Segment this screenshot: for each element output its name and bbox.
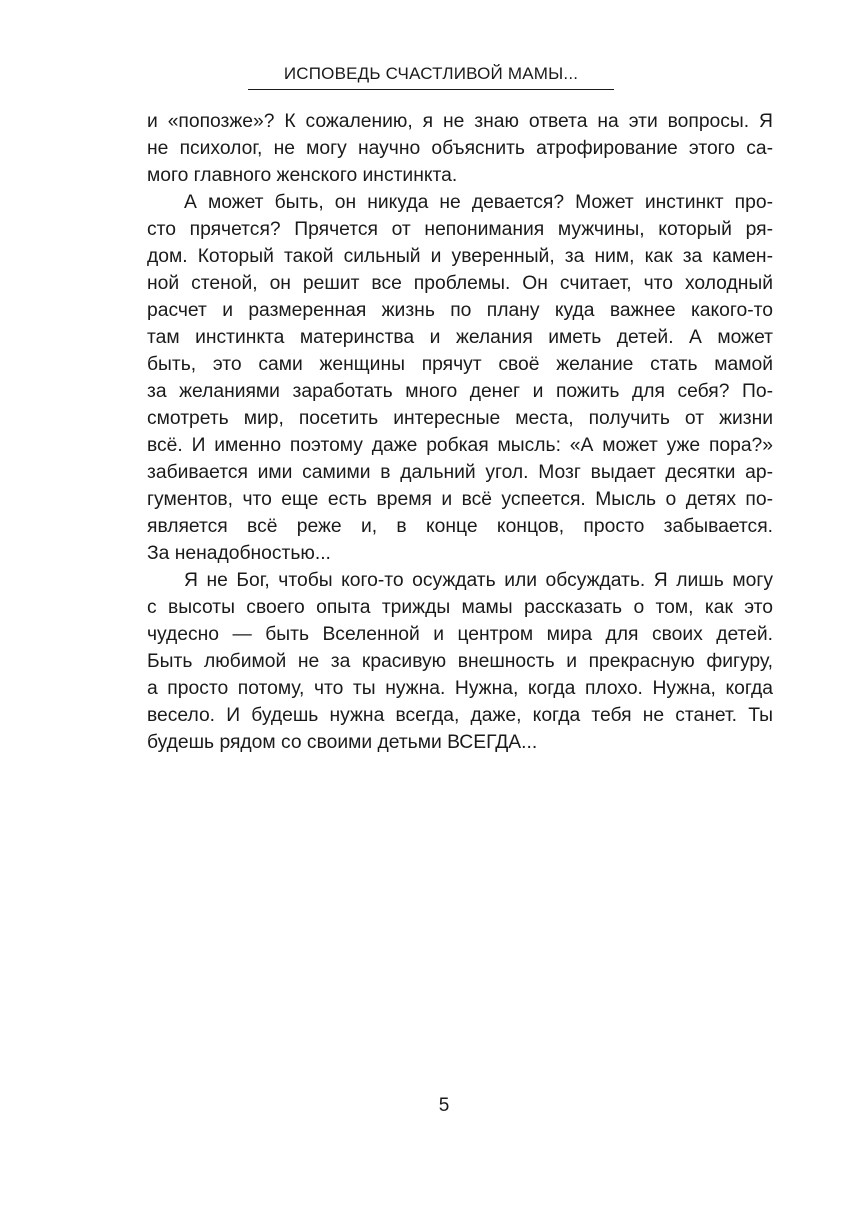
text-line: сто прячется? Прячется от непонимания мужчины, который ря-: [147, 219, 773, 240]
text-line: а просто потому, что ты нужна. Нужна, когда плохо. Нужна, когда: [147, 678, 773, 699]
text-line: гументов, что еще есть время и всё успеется. Мысль о детях по-: [147, 489, 773, 510]
text-line: и «попозже»? К сожалению, я не знаю ответа на эти вопросы. Я: [147, 111, 773, 132]
text-line: там инстинкта материнства и желания иметь детей. А может: [147, 327, 773, 348]
text-line: не психолог, не могу научно объяснить атрофирование этого са-: [147, 138, 773, 159]
text-line: весело. И будешь нужна всегда, даже, когда тебя не станет. Ты: [147, 705, 773, 726]
text-line: За ненадобностью...: [147, 543, 331, 564]
page-number: 5: [438, 1095, 450, 1116]
text-line: является всё реже и, в конце концов, просто забывается.: [147, 516, 773, 537]
text-line: за желаниями заработать много денег и пожить для себя? По-: [147, 381, 773, 402]
text-line: мого главного женского инстинкта.: [147, 165, 458, 186]
text-line: А может быть, он никуда не девается? Может инстинкт про-: [184, 192, 773, 213]
running-title: ИСПОВЕДЬ СЧАСТЛИВОЙ МАМЫ...: [283, 64, 579, 83]
text-line: Я не Бог, чтобы кого-то осуждать или обсуждать. Я лишь могу: [184, 570, 773, 591]
text-line: забивается ими самими в дальний угол. Мозг выдает десятки ар-: [147, 462, 773, 483]
text-line: расчет и размеренная жизнь по плану куда важнее какого-то: [147, 300, 773, 321]
text-line: ной стеной, он решит все проблемы. Он считает, что холодный: [147, 273, 773, 294]
text-line: будешь рядом со своими детьми ВСЕГДА...: [147, 732, 538, 753]
text-line: с высоты своего опыта трижды мамы рассказать о том, как это: [147, 597, 773, 618]
text-line: чудесно — быть Вселенной и центром мира для своих детей.: [147, 624, 773, 645]
header-rule: [248, 89, 614, 90]
text-line: Быть любимой не за красивую внешность и прекрасную фигуру,: [147, 651, 773, 672]
text-line: дом. Который такой сильный и уверенный, за ним, как за камен-: [147, 246, 773, 267]
text-line: быть, это сами женщины прячут своё желание стать мамой: [147, 354, 773, 375]
text-line: всё. И именно поэтому даже робкая мысль: «А может уже пора?»: [147, 435, 773, 456]
text-line: смотреть мир, посетить интересные места, получить от жизни: [147, 408, 773, 429]
body-text: [147, 108, 773, 756]
